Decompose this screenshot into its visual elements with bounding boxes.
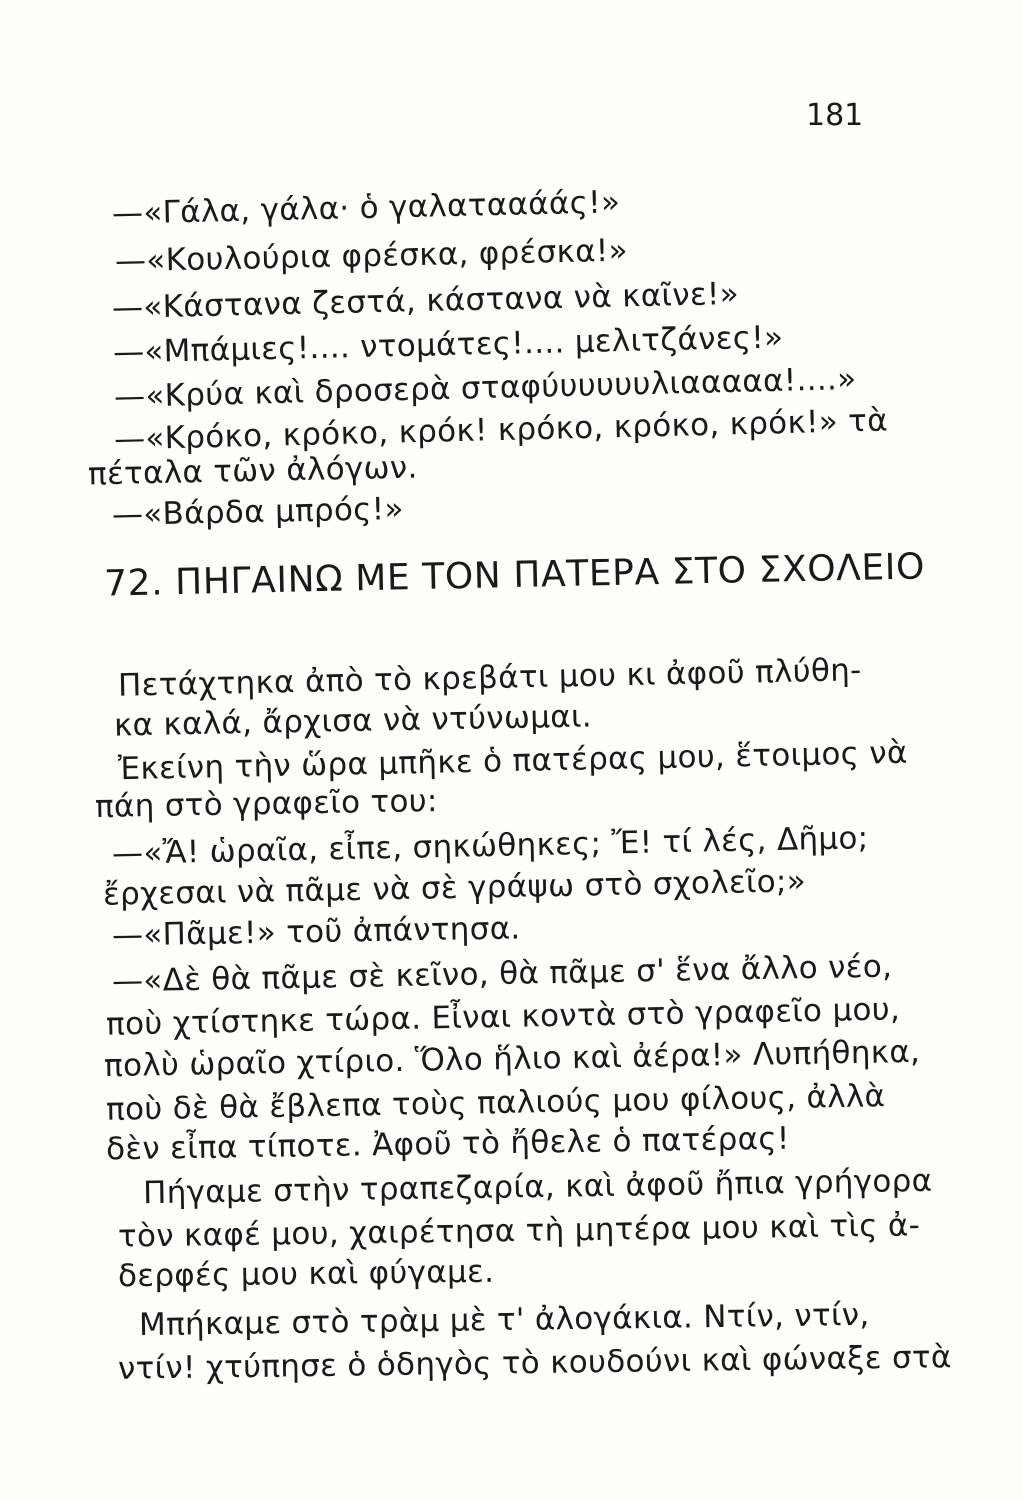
text-line: —«Κουλούρια φρέσκα, φρέσκα!» [114,232,629,280]
text-line: κα καλά, ἄρχισα νὰ ντύνωμαι. [113,698,593,744]
text-line: Πετάχτηκα ἀπὸ τὸ κρεβάτι μου κι ἀφοῦ πλύθη- [117,652,862,704]
text-line: —«Πᾶμε!» τοῦ ἀπάντησα. [111,910,521,954]
text-line: Μπήκαμε στὸ τρὰμ μὲ τ' ἀλογάκια. Ντίν, ντίν, [138,1296,870,1344]
text-line: δὲν εἶπα τίποτε. Ἀφοῦ τὸ ἤθελε ὁ πατέρας! [105,1120,790,1168]
text-line: —«Βάρδα μπρός!» [111,490,405,534]
text-line: —«Γάλα, γάλα· ὁ γαλατααάάς!» [111,184,621,232]
text-line: πάη στὸ γραφεῖο του: [94,783,439,825]
text-line: —«Μπάμιες!.... ντομάτες!.... μελιτζάνες!» [112,319,784,371]
text-line: ποὺ δὲ θὰ ἔβλεπα τοὺς παλιούς μου φίλους, ἀλλὰ [105,1078,886,1128]
text-line: ἔρχεσαι νὰ πᾶμε νὰ σὲ γράψω στὸ σχολεῖο;» [102,863,807,913]
text-line: δερφές μου καὶ φύγαμε. [117,1253,495,1295]
text-line: ντίν! χτύπησε ὁ ὁδηγὸς τὸ κουδούνι καὶ φώναξε στὰ [117,1339,952,1387]
text-line: πολὺ ὡραῖο χτίριο. Ὅλο ἥλιο καὶ ἀέρα!» Λυπήθηκα, [103,1033,921,1085]
chapter-heading: 72. ΠΗΓΑΙΝΩ ΜΕ ΤΟΝ ΠΑΤΕΡΑ ΣΤΟ ΣΧΟΛΕΙΟ [103,546,926,605]
text-line: τὸν καφέ μου, χαιρέτησα τὴ μητέρα μου καὶ τὶς ἀ- [117,1207,921,1255]
text-line: πέταλα τῶν ἀλόγων. [87,449,418,493]
text-line: —«Δὲ θὰ πᾶμε σὲ κεῖνο, θὰ πᾶμε σ' ἕνα ἄλλο νέο, [111,948,893,1000]
text-line: —«Κάστανα ζεστά, κάστανα νὰ καῖνε!» [111,275,740,327]
text-line: —«Κρύα καὶ δροσερὰ σταφύυυυυυλιααααα!....» [113,360,857,416]
text-line: —«Ἄ! ὡραῖα, εἶπε, σηκώθηκες; Ἔ! τί λές, Δῆμο; [111,820,869,872]
text-line: —«Κρόκο, κρόκο, κρόκ! κρόκο, κρόκο, κρόκ!» τὰ [113,402,889,458]
text-line: ποὺ χτίστηκε τώρα. Εἶναι κοντὰ στὸ γραφεῖο μου, [105,991,901,1043]
text-line: Πήγαμε στὴν τραπεζαρία, καὶ ἀφοῦ ἤπια γρήγορα [142,1162,933,1212]
page-number: 181 [806,98,864,133]
text-line: Ἐκείνη τὴν ὥρα μπῆκε ὁ πατέρας μου, ἕτοιμος νὰ [117,734,908,788]
